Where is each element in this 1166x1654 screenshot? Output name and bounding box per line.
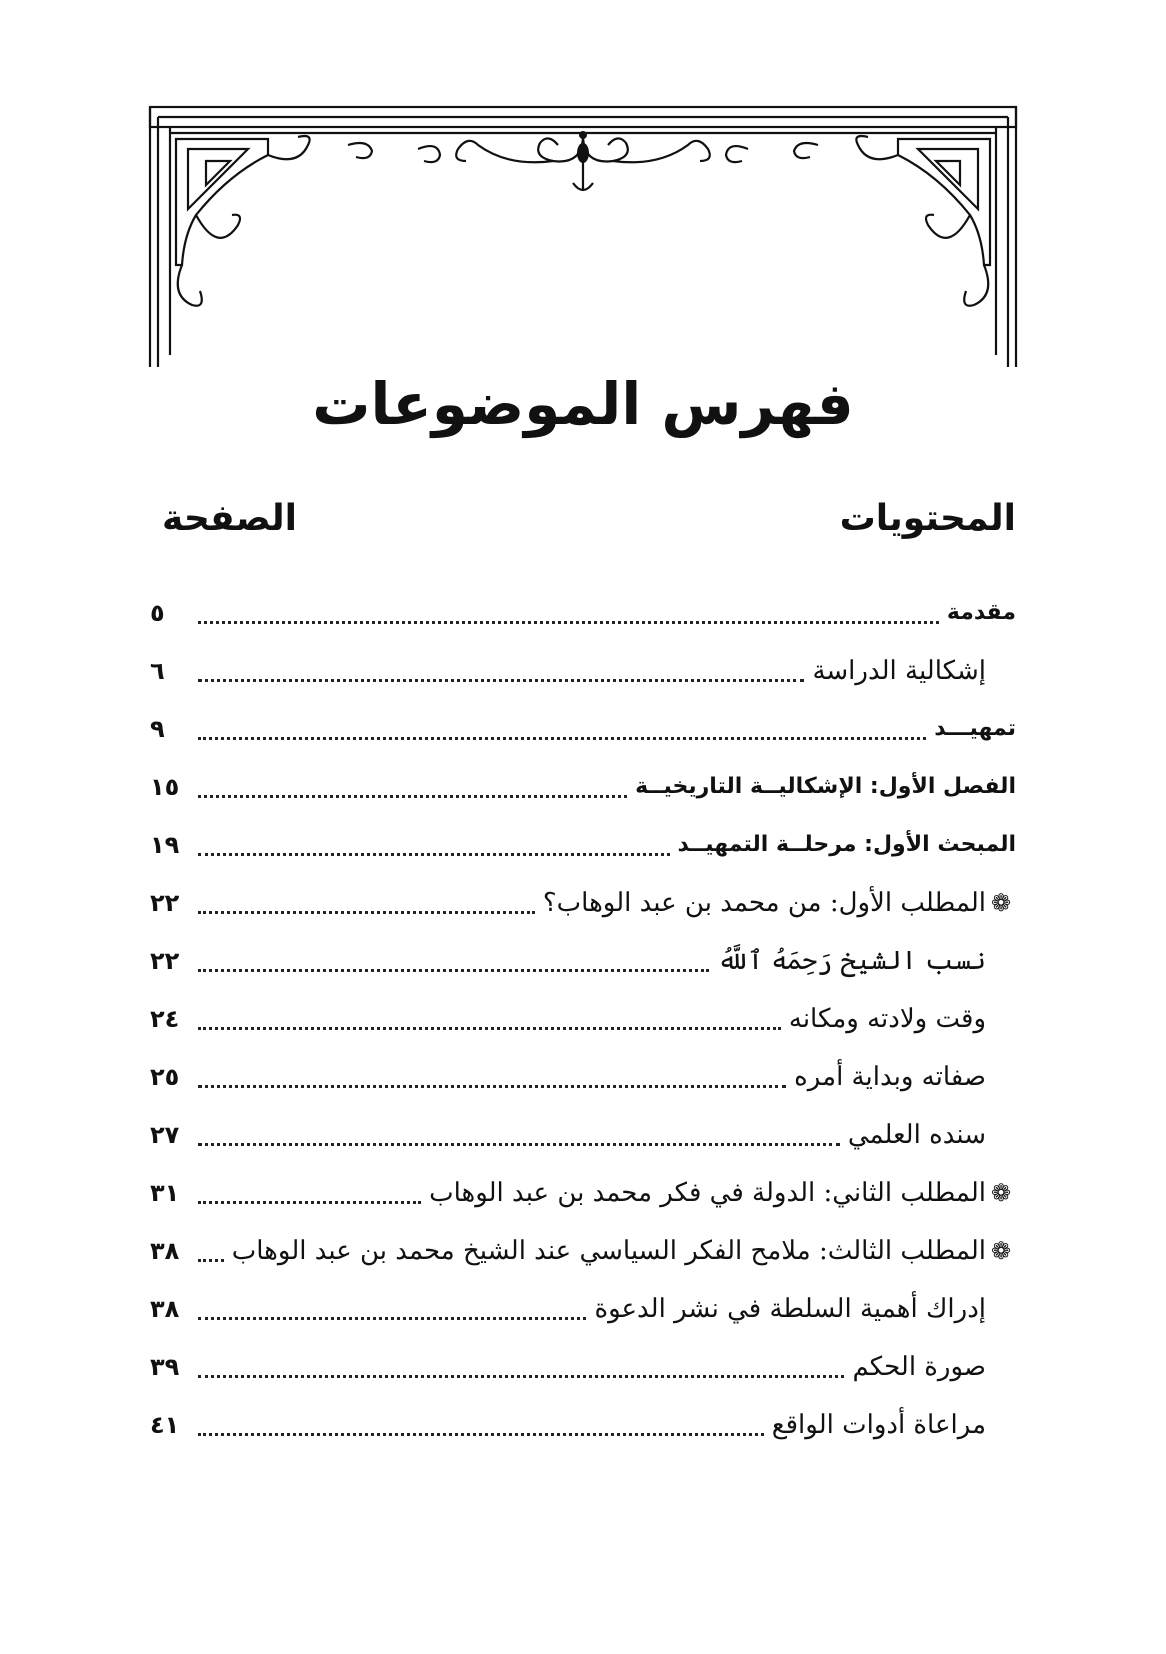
- toc-row[interactable]: [150, 1039, 1016, 1097]
- toc-page-number: ٣٩: [150, 1353, 180, 1381]
- dot-leader: [198, 679, 804, 682]
- toc-page-number: ٢٥: [150, 1063, 180, 1091]
- toc-page-number: ١٥: [150, 773, 180, 801]
- dot-leader: [198, 1317, 586, 1320]
- flower-bullet-icon: ❁: [990, 1179, 1012, 1207]
- dot-leader: [198, 795, 627, 798]
- toc-page-number: ٣٨: [150, 1295, 180, 1323]
- page-title: فهرس الموضوعات: [312, 370, 854, 438]
- toc-page-number: ٣٨: [150, 1237, 180, 1265]
- toc-entry-title: نسب الشيخ رَحِمَهُ ٱللَّهُ: [717, 946, 986, 976]
- dot-leader: [198, 1433, 764, 1436]
- toc-page-number: ١٩: [150, 831, 180, 859]
- dot-leader: [198, 1201, 421, 1204]
- toc-row[interactable]: [150, 691, 1016, 749]
- dot-leader: [198, 621, 939, 624]
- toc-page-number: ٤١: [150, 1411, 180, 1439]
- contents-column-header: المحتويات: [839, 498, 1016, 539]
- toc-entry-title: المبحث الأول: مرحلــة التمهيــد: [677, 832, 1016, 857]
- toc-entry-title: مقدمة: [946, 600, 1016, 625]
- toc-entry-title: صورة الحكم: [852, 1352, 986, 1382]
- toc-row[interactable]: [150, 1271, 1016, 1329]
- toc-page-number: ٢٧: [150, 1121, 180, 1149]
- dot-leader: [198, 1375, 844, 1378]
- table-of-contents: [150, 575, 1016, 1445]
- dot-leader: [198, 1259, 224, 1262]
- flower-bullet-icon: ❁: [990, 1237, 1012, 1265]
- toc-entry-title: الفصل الأول: الإشكاليــة التاريخيــة: [635, 774, 1016, 799]
- toc-row[interactable]: [150, 923, 1016, 981]
- toc-page-number: ٩: [150, 715, 165, 743]
- toc-row[interactable]: [150, 1155, 1016, 1213]
- toc-entry-title: المطلب الأول: من محمد بن عبد الوهاب؟: [542, 888, 986, 918]
- dot-leader: [198, 1085, 786, 1088]
- dot-leader: [198, 1027, 781, 1030]
- ornamental-frame: [148, 105, 1018, 438]
- toc-page-number: ٢٢: [150, 947, 180, 975]
- page-column-header: الصفحة: [162, 498, 298, 539]
- toc-entry-title: إدراك أهمية السلطة في نشر الدعوة: [594, 1294, 986, 1324]
- dot-leader: [198, 853, 670, 856]
- frame-ornament: [148, 105, 1018, 390]
- dot-leader: [198, 911, 535, 914]
- toc-page-number: ٢٢: [150, 889, 180, 917]
- toc-row[interactable]: [150, 807, 1016, 865]
- toc-row[interactable]: [150, 1329, 1016, 1387]
- toc-page-number: ٣١: [150, 1179, 180, 1207]
- dot-leader: [198, 969, 709, 972]
- column-headers: [150, 498, 1016, 558]
- toc-row[interactable]: [150, 633, 1016, 691]
- toc-entry-title: سنده العلمي: [847, 1120, 986, 1150]
- toc-row[interactable]: [150, 575, 1016, 633]
- toc-entry-title: صفاته وبداية أمره: [794, 1062, 986, 1092]
- flower-bullet-icon: ❁: [990, 889, 1012, 917]
- toc-entry-title: تمهيـــد: [934, 716, 1016, 741]
- toc-row[interactable]: [150, 1213, 1016, 1271]
- toc-page-number: ٢٤: [150, 1005, 180, 1033]
- dot-leader: [198, 737, 926, 740]
- toc-entry-title: مراعاة أدوات الواقع: [771, 1410, 986, 1440]
- toc-row[interactable]: [150, 865, 1016, 923]
- toc-row[interactable]: [150, 749, 1016, 807]
- toc-page-number: ٥: [150, 599, 165, 627]
- toc-entry-title: إشكالية الدراسة: [812, 656, 986, 686]
- toc-row[interactable]: [150, 981, 1016, 1039]
- toc-page-number: ٦: [150, 657, 165, 685]
- toc-entry-title: المطلب الثاني: الدولة في فكر محمد بن عبد الوهاب: [429, 1178, 986, 1208]
- toc-entry-title: وقت ولادته ومكانه: [788, 1004, 986, 1034]
- toc-entry-title: المطلب الثالث: ملامح الفكر السياسي عند الشيخ محمد بن عبد الوهاب: [231, 1236, 986, 1266]
- toc-row[interactable]: [150, 1387, 1016, 1445]
- toc-row[interactable]: [150, 1097, 1016, 1155]
- dot-leader: [198, 1143, 840, 1146]
